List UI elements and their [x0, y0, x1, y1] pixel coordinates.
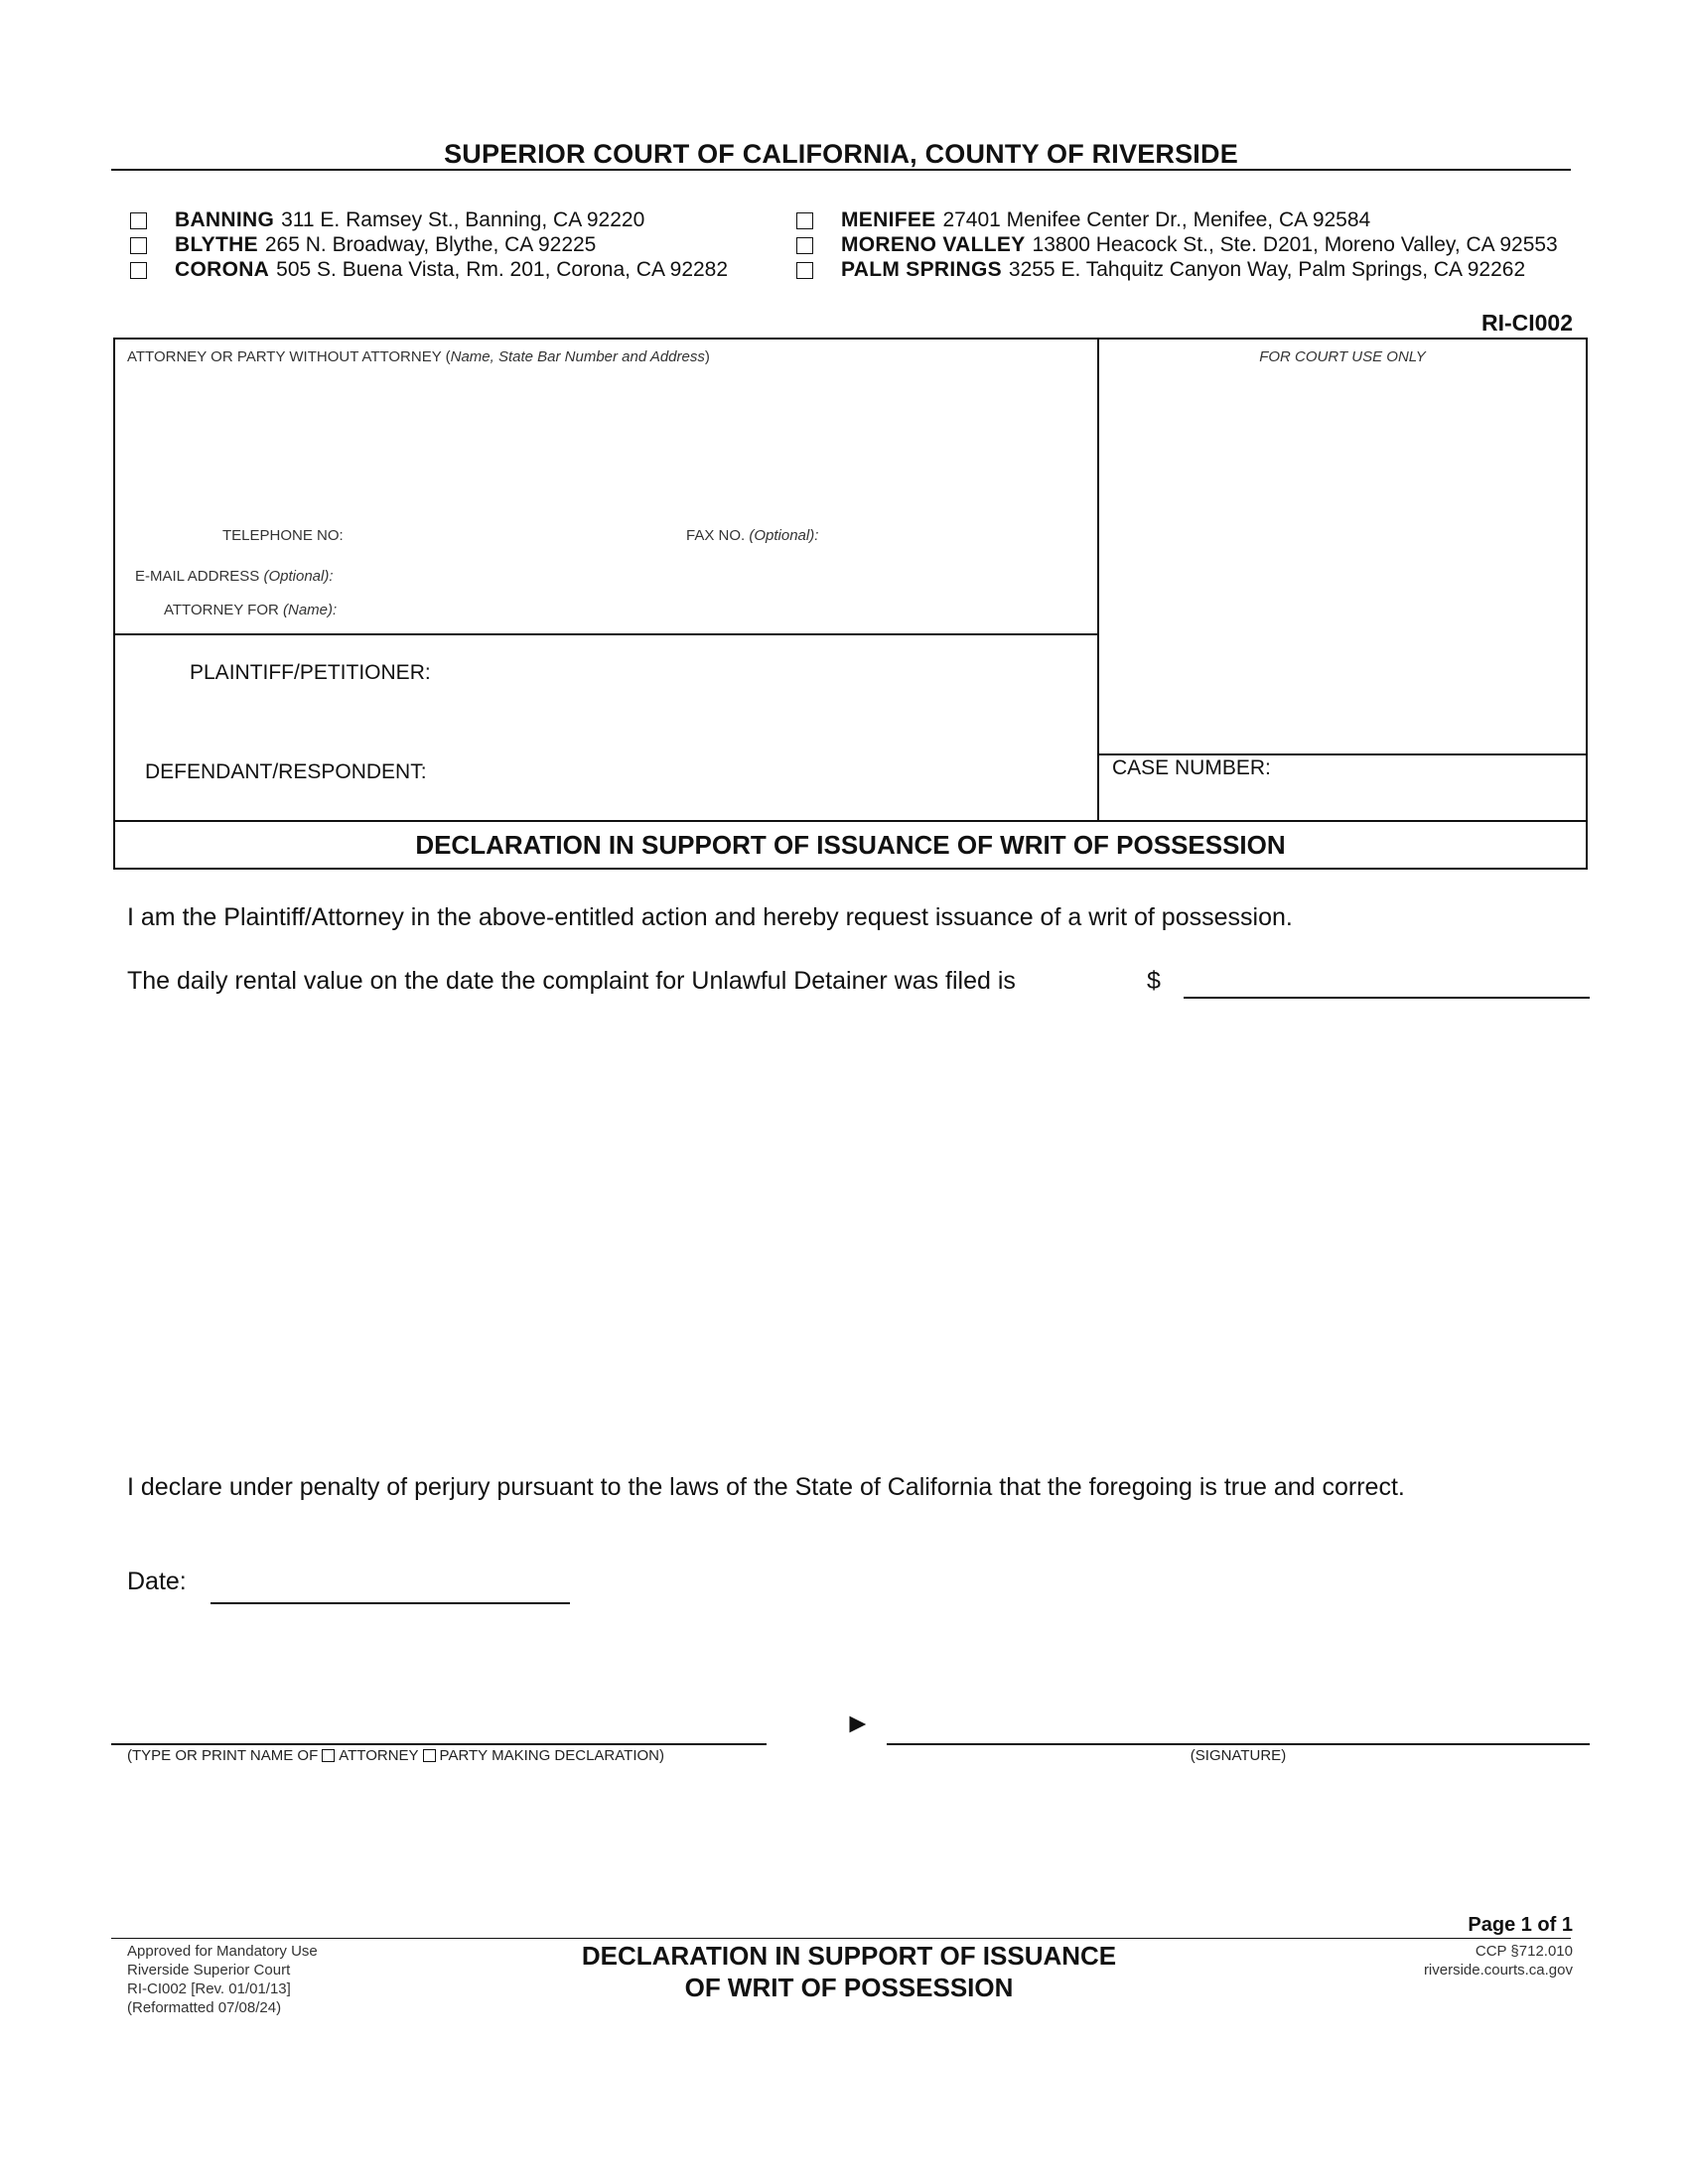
- declaration-title: DECLARATION IN SUPPORT OF ISSUANCE OF WRIT OF POSSESSION: [415, 830, 1286, 860]
- location-address: 265 N. Broadway, Blythe, CA 92225: [264, 233, 597, 256]
- caption-attorney: ATTORNEY: [339, 1747, 419, 1764]
- footer-rule: [111, 1938, 1571, 1939]
- attorney-label: [127, 348, 710, 365]
- location-blythe[interactable]: [130, 233, 596, 257]
- footer-title-line: DECLARATION IN SUPPORT OF ISSUANCE: [581, 1941, 1117, 1971]
- attorney-label-close: ): [704, 348, 710, 365]
- attorney-label-italic: Name, State Bar Number and Address: [450, 348, 705, 365]
- court-title: SUPERIOR COURT OF CALIFORNIA, COUNTY OF RIVERSIDE: [444, 139, 1238, 169]
- location-address: 13800 Heacock St., Ste. D201, Moreno Valley, CA 92553: [1032, 233, 1558, 256]
- case-number-label: CASE NUMBER:: [1112, 756, 1271, 779]
- footer-approval: [127, 1942, 318, 2017]
- email-label-text: E-MAIL ADDRESS: [135, 568, 264, 585]
- checkbox-banning[interactable]: [130, 212, 147, 229]
- location-address: 27401 Menifee Center Dr., Menifee, CA 92584: [942, 208, 1371, 231]
- footer-left-line: (Reformatted 07/08/24): [127, 1999, 282, 2016]
- caption-rule-case-number: [1097, 753, 1588, 755]
- signature-field[interactable]: [887, 1743, 1590, 1745]
- email-optional: (Optional):: [263, 568, 334, 585]
- telephone-field[interactable]: [367, 522, 665, 546]
- location-address: 311 E. Ramsey St., Banning, CA 92220: [281, 208, 645, 231]
- attorney-for-text: ATTORNEY FOR: [164, 602, 284, 618]
- court-use-text: FOR COURT USE ONLY: [1259, 348, 1426, 365]
- attorney-name-field[interactable]: [119, 372, 1087, 521]
- request-text: I am the Plaintiff/Attorney in the above-entitled action and hereby request issuance of a writ of possession.: [127, 903, 1293, 931]
- checkbox-blythe[interactable]: [130, 237, 147, 254]
- location-name: MORENO VALLEY: [841, 233, 1026, 256]
- plaintiff-field[interactable]: [457, 655, 1082, 715]
- checkbox-party[interactable]: [423, 1749, 436, 1762]
- caption-rule-parties: [113, 633, 1098, 635]
- location-address: 3255 E. Tahquitz Canyon Way, Palm Springs, CA 92262: [1008, 258, 1526, 281]
- location-corona[interactable]: [130, 258, 728, 282]
- footer-title: [536, 1940, 1162, 2003]
- attorney-label-text: ATTORNEY OR PARTY WITHOUT ATTORNEY (: [127, 348, 451, 365]
- caption-rule-title: [113, 820, 1588, 822]
- fax-optional: (Optional):: [749, 527, 819, 544]
- defendant-label: DEFENDANT/RESPONDENT:: [145, 760, 427, 783]
- location-moreno-valley[interactable]: [796, 233, 1558, 257]
- court-title-rule: [111, 169, 1571, 171]
- footer-citation: [1424, 1942, 1573, 1979]
- checkbox-menifee[interactable]: [796, 212, 813, 229]
- perjury-text: I declare under penalty of perjury pursuant to the laws of the State of California that the foregoing is true and correct.: [127, 1473, 1405, 1501]
- signature-caption: (SIGNATURE): [1190, 1747, 1287, 1764]
- checkbox-attorney[interactable]: [322, 1749, 335, 1762]
- checkbox-corona[interactable]: [130, 262, 147, 279]
- attorney-for-label: [164, 602, 337, 618]
- location-address: 505 S. Buena Vista, Rm. 201, Corona, CA 92282: [276, 258, 729, 281]
- footer-right-line: CCP §712.010: [1475, 1943, 1573, 1960]
- printed-name-field[interactable]: [111, 1743, 767, 1745]
- signature-arrow-icon: ►: [844, 1707, 872, 1738]
- caption-party: PARTY MAKING DECLARATION): [439, 1747, 664, 1764]
- defendant-field[interactable]: [457, 751, 1082, 810]
- footer-right-line: riverside.courts.ca.gov: [1423, 1962, 1573, 1979]
- checkbox-palm-springs[interactable]: [796, 262, 813, 279]
- email-label: [135, 568, 334, 585]
- plaintiff-label: PLAINTIFF/PETITIONER:: [190, 661, 431, 684]
- page-number: Page 1 of 1: [1468, 1914, 1573, 1936]
- footer-title-line: OF WRIT OF POSSESSION: [684, 1973, 1014, 2002]
- rental-value-text: The daily rental value on the date the complaint for Unlawful Detainer was filed is: [127, 967, 1016, 995]
- location-palm-springs[interactable]: [796, 258, 1525, 282]
- location-name: BLYTHE: [175, 233, 258, 256]
- telephone-label: TELEPHONE NO:: [222, 527, 344, 544]
- fax-field[interactable]: [844, 522, 1082, 546]
- footer-left-line: Approved for Mandatory Use: [127, 1943, 318, 1960]
- date-label: Date:: [127, 1568, 187, 1595]
- form-id: RI-CI002: [1480, 310, 1573, 336]
- dollar-sign: $: [1147, 967, 1161, 995]
- fax-label-text: FAX NO.: [686, 527, 750, 544]
- location-name: BANNING: [175, 208, 275, 231]
- fax-label: [686, 527, 818, 544]
- location-menifee[interactable]: [796, 208, 1370, 232]
- attorney-for-name: (Name):: [283, 602, 338, 618]
- footer-left-line: Riverside Superior Court: [127, 1962, 291, 1979]
- printed-name-caption: [127, 1747, 664, 1764]
- caption-divider: [1097, 338, 1099, 821]
- checkbox-moreno-valley[interactable]: [796, 237, 813, 254]
- caption-prefix: (TYPE OR PRINT NAME OF: [127, 1747, 319, 1764]
- rental-value-field[interactable]: [1184, 997, 1590, 999]
- email-field[interactable]: [367, 563, 1082, 587]
- attorney-for-field[interactable]: [367, 597, 1082, 620]
- location-banning[interactable]: [130, 208, 644, 232]
- footer-left-line: RI-CI002 [Rev. 01/01/13]: [127, 1980, 291, 1997]
- case-number-field[interactable]: [1112, 786, 1574, 814]
- location-name: PALM SPRINGS: [841, 258, 1002, 281]
- location-name: CORONA: [175, 258, 270, 281]
- location-name: MENIFEE: [841, 208, 936, 231]
- date-field[interactable]: [211, 1602, 570, 1604]
- court-use-label: [1097, 348, 1588, 365]
